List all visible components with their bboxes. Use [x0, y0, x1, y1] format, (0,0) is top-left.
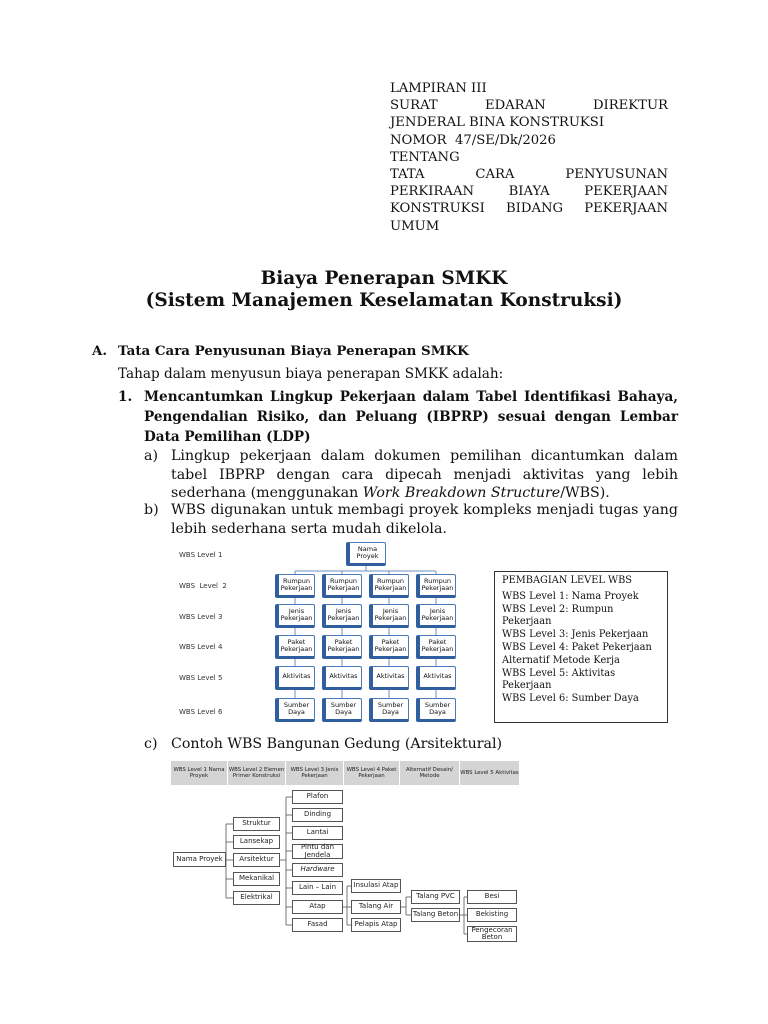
section-intro: Tahap dalam menyusun biaya penerapan SMKK adalah:: [118, 366, 504, 382]
header-line: TATA CARA PENYUSUNAN: [390, 167, 668, 183]
item-text: Contoh WBS Bangunan Gedung (Arsitektural): [171, 736, 503, 752]
legend-item: WBS Level 2: Rumpun Pekerjaan: [502, 604, 614, 627]
legend-item: WBS Level 3: Jenis Pekerjaan: [502, 629, 649, 640]
wbs-node: Paket Pekerjaan: [322, 635, 362, 659]
header-line: TENTANG: [390, 149, 460, 165]
header-line: LAMPIRAN III: [390, 81, 487, 96]
header-line: UMUM: [390, 218, 440, 234]
wbs-example-node: Mekanikal: [233, 872, 280, 886]
item-label: b): [144, 502, 159, 518]
wbs-level-label: WBS Level 4: [179, 643, 223, 651]
wbs-node: Paket Pekerjaan: [416, 635, 456, 659]
wbs-example-node: Talang Air: [351, 900, 401, 914]
wbs-example-node: Insulasi Atap: [351, 879, 401, 893]
item-text-emphasis: Work Breakdown Structure: [362, 485, 561, 501]
wbs-node: Rumpun Pekerjaan: [416, 574, 456, 598]
legend-item: Alternatif Metode Kerja: [502, 655, 620, 666]
wbs-header-cell: WBS Level 1 Nama Proyek: [171, 761, 228, 785]
page-subtitle: (Sistem Manajemen Keselamatan Konstruksi): [145, 290, 623, 311]
wbs-level-label: WBS Level 5: [179, 674, 223, 682]
wbs-level-label: WBS Level 2: [179, 582, 227, 590]
step-text: Mencantumkan Lingkup Pekerjaan dalam Tabel Identifikasi Bahaya, Pengendalian Risiko, dan Peluang (IBPRP) sesuai dengan Lembar Data Pemilihan (LDP): [144, 389, 678, 445]
wbs-node: Jenis Pekerjaan: [369, 604, 409, 628]
wbs-node-root: Nama Proyek: [346, 542, 386, 566]
wbs-node: Jenis Pekerjaan: [275, 604, 315, 628]
wbs-example-node: Pelapis Atap: [351, 918, 401, 932]
wbs-example-node: Talang Beton: [411, 908, 460, 922]
legend-item: WBS Level 4: Paket Pekerjaan: [502, 642, 652, 653]
section-label: A.: [92, 343, 108, 359]
item-text: WBS digunakan untuk membagi proyek kompleks menjadi tugas yang lebih sederhana serta mudah dikelola.: [171, 502, 678, 537]
wbs-node: Jenis Pekerjaan: [416, 604, 456, 628]
header-line: JENDERAL BINA KONSTRUKSI: [390, 115, 605, 131]
header-line: KONSTRUKSI BIDANG PEKERJAAN: [390, 201, 668, 217]
wbs-example-node: Besi: [467, 890, 517, 904]
wbs-example-node: Pengecoran Beton: [467, 926, 517, 942]
page-title: Biaya Penerapan SMKK: [260, 268, 508, 289]
header-line: NOMOR 47/SE/Dk/2026: [390, 132, 556, 148]
legend-item: WBS Level 1: Nama Proyek: [502, 591, 639, 602]
wbs-example-node: Atap: [292, 900, 343, 914]
step-number: 1.: [118, 389, 133, 405]
wbs-example-node: Lansekap: [233, 835, 280, 849]
wbs-node: Aktivitas: [416, 666, 456, 690]
item-label: c): [144, 736, 158, 752]
legend-item: WBS Level 5: Aktivitas Pekerjaan: [502, 668, 616, 691]
legend-heading: PEMBAGIAN LEVEL WBS: [502, 575, 632, 586]
wbs-example-root: Nama Proyek: [173, 852, 226, 867]
wbs-example-node: Lantai: [292, 826, 343, 840]
wbs-header-cell: WBS Level 2 Elemen Primer Konstruksi: [228, 761, 286, 785]
wbs-node: Aktivitas: [369, 666, 409, 690]
wbs-level-label: WBS Level 1: [179, 551, 223, 559]
wbs-header-cell: WBS Level 5 Aktivitas: [460, 769, 519, 776]
wbs-example-node: Bekisting: [467, 908, 517, 922]
section-title: Tata Cara Penyusunan Biaya Penerapan SMKK: [118, 343, 469, 359]
legend-item: WBS Level 6: Sumber Daya: [502, 693, 639, 704]
wbs-node: Rumpun Pekerjaan: [369, 574, 409, 598]
item-label: a): [144, 448, 158, 464]
wbs-header-cell: WBS Level 3 Jenis Pekerjaan: [286, 761, 344, 785]
wbs-level-label: WBS Level 6: [179, 708, 223, 716]
wbs-example-node: Fasad: [292, 918, 343, 932]
wbs-node: Aktivitas: [322, 666, 362, 690]
wbs-example-node: Dinding: [292, 808, 343, 822]
wbs-header-cell: WBS Level 4 Paket Pekerjaan: [344, 761, 400, 785]
wbs-example-node: Elektrikal: [233, 891, 280, 905]
wbs-node: Paket Pekerjaan: [369, 635, 409, 659]
wbs-node: Aktivitas: [275, 666, 315, 690]
wbs-node: Sumber Daya: [369, 698, 409, 722]
wbs-header-cell: Alternatif Desain/ Metode: [400, 761, 460, 785]
wbs-example-node: Arsitektur: [233, 853, 280, 867]
wbs-node: Sumber Daya: [275, 698, 315, 722]
wbs-example-node: Lain – Lain: [292, 881, 343, 895]
wbs-node: Sumber Daya: [416, 698, 456, 722]
wbs-example-node: Talang PVC: [411, 890, 460, 904]
wbs-example-node: Pintu dan Jendela: [292, 844, 343, 859]
wbs-example-node: Plafon: [292, 790, 343, 804]
wbs-example-node: Struktur: [233, 817, 280, 831]
wbs-node: Paket Pekerjaan: [275, 635, 315, 659]
wbs-node: Rumpun Pekerjaan: [275, 574, 315, 598]
wbs-node: Jenis Pekerjaan: [322, 604, 362, 628]
header-line: PERKIRAAN BIAYA PEKERJAAN: [390, 184, 668, 200]
item-text-part: /WBS).: [560, 485, 610, 501]
item-text-part: Lingkup pekerjaan dalam dokumen pemilihan dicantumkan dalam tabel IBPRP dengan cara dipecah menjadi aktivitas yang lebih sederhana (menggunakan: [171, 448, 678, 501]
wbs-node: Sumber Daya: [322, 698, 362, 722]
wbs-node: Rumpun Pekerjaan: [322, 574, 362, 598]
wbs-example-node: Hardware: [292, 863, 343, 877]
wbs-level-label: WBS Level 3: [179, 613, 223, 621]
header-line: SURAT EDARAN DIREKTUR: [390, 98, 668, 114]
